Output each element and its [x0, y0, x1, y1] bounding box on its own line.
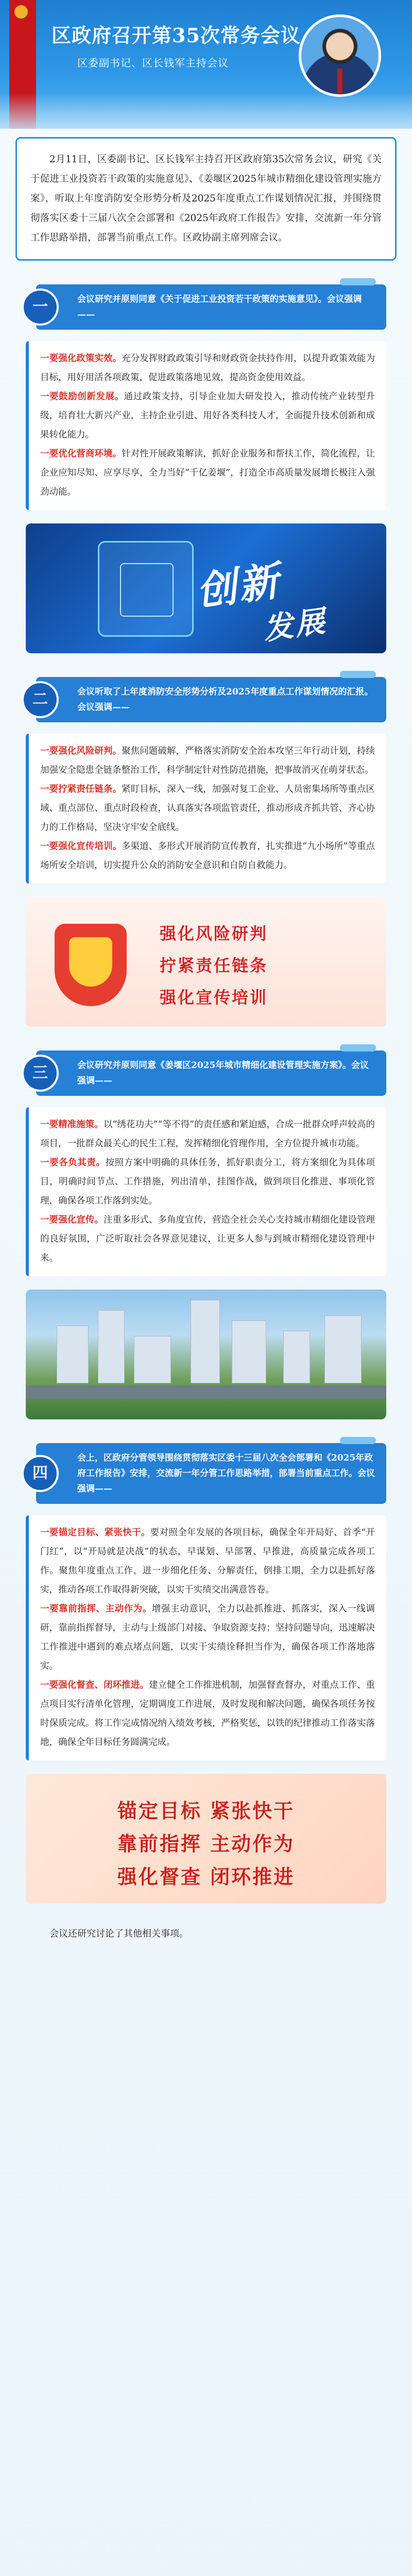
section-heading-1 [32, 284, 386, 330]
section-heading-2 [32, 677, 386, 722]
paragraph [40, 1211, 375, 1268]
city-photo-image [26, 1290, 386, 1419]
paragraph [40, 1154, 375, 1211]
section-heading-text: 会议研究并原则同意《姜堰区2025年城市精细化建设管理实施方案》。会议强调—— [77, 1060, 369, 1086]
section-heading-3 [32, 1050, 386, 1096]
paragraph-text: 注重多形式、多角度宣传，营造全社会关心支持城市精细化建设管理的良好氛围，广泛听取社会各界意见建议，让更多人参与到城市精细化建设管理中来。 [40, 1215, 375, 1263]
road-decor [26, 1385, 386, 1399]
paragraph-text: 针对性开展政策解读，抓好企业服务和帮扶工作，简化流程，让企业应知尽知、应享尽享，全力当好“千亿姜堰”，打造全市高质量发展增长极注入强劲动能。 [40, 449, 375, 497]
heading-cap-decor [340, 671, 376, 678]
section-number: 二 [22, 681, 59, 718]
heading-cap-decor [340, 278, 376, 285]
banner-line: 强化宣传培训 [160, 988, 268, 1007]
paragraph [40, 1115, 375, 1154]
section-heading-4 [32, 1443, 386, 1504]
building-icon [283, 1331, 310, 1383]
paragraph-highlight: 一要各负其责。 [40, 1158, 106, 1168]
innovation-banner-image [26, 523, 386, 653]
paragraph [40, 742, 375, 780]
header-banner [0, 0, 412, 129]
paragraph-highlight: 一要拧紧责任链条。 [40, 784, 122, 794]
paragraph-highlight: 一要强化风险研判。 [40, 746, 122, 756]
paragraph [40, 1600, 375, 1676]
page-subtitle: 区委副书记、区长钱军主持会议 [77, 57, 229, 69]
paragraph [40, 1523, 375, 1600]
shield-icon [55, 924, 127, 1006]
heading-cap-decor [340, 1044, 376, 1052]
avatar [299, 14, 381, 97]
banner-lines [26, 1794, 386, 1893]
building-icon [98, 1310, 125, 1383]
banner-line: 拧紧责任链条 [160, 956, 268, 975]
heading-cap-decor [340, 1437, 376, 1444]
header-decor [0, 93, 412, 129]
paragraph-text: 充分发挥财政政策引导和财政资金扶持作用，以提升政策效能为目标，用好用活各项政策，促进政策落地见效，提高资金使用效益。 [40, 353, 375, 383]
banner-text: 创新 [193, 557, 284, 616]
building-icon [324, 1315, 362, 1383]
tie-icon [337, 69, 342, 93]
section-card-1 [26, 341, 386, 510]
paragraph [40, 387, 375, 445]
banner-line: 强化督查 闭环推进 [117, 1865, 295, 1888]
paragraph-text: 紧盯目标，深入一线，加强对复工企业、人员密集场所等重点区域、重点部位、重点时段检查，认真落实各项监管责任，推动形成齐抓共管、齐心协力的工作格局，坚决守牢安全底线。 [40, 784, 375, 833]
safety-banner-image [26, 897, 386, 1027]
paragraph-text: 聚焦问题破解，严格落实消防安全治本攻坚三年行动计划，持续加强安全隐患全链条整治工作，科学制定针对性防范措施，把事故消灭在萌芽状态。 [40, 746, 375, 775]
paragraph [40, 780, 375, 837]
paragraph-highlight: 一要强化政策实效。 [40, 353, 122, 364]
paragraph-text: 要对照全年发展的各项目标，确保全年开局好、首季“开门红”，以“开局就是决战”的状态，早谋划、早部署、早推进，高质量完成各项工作。聚焦年度重点工作，进一步细化任务、分解责任，倒排工期，全力以赴抓好落实，推动各项工作取得新突破，以实干实绩交出满意答卷。 [40, 1528, 375, 1595]
paragraph-highlight: 一要锚定目标、紧张快干。 [40, 1528, 150, 1538]
section-number: 四 [22, 1455, 59, 1492]
paragraph-highlight: 一要强化宣传。 [40, 1215, 104, 1225]
paragraph-text: 增强主动意识，全力以赴抓推进、抓落实，深入一线调研，靠前指挥督导，主动与上级部门对接、争取资源支持；坚持问题导向，迅速解决工作推进中遇到的难点堵点问题，以实干实绩诠释担当作为，确保各项工作落地落实。 [40, 1604, 375, 1671]
paragraph-highlight: 一要强化宣传培训。 [40, 841, 122, 852]
section-number: 一 [22, 289, 59, 326]
paragraph-highlight: 一要强化督查、闭环推进。 [40, 1680, 149, 1690]
building-icon [191, 1300, 220, 1383]
paragraph-highlight: 一要精准施策。 [40, 1120, 104, 1130]
slogan-banner-image [26, 1774, 386, 1904]
chip-icon [98, 541, 194, 637]
section-card-3 [26, 1107, 386, 1276]
page-title: 区政府召开第35次常务会议 [52, 24, 301, 47]
section-number: 三 [22, 1055, 59, 1092]
paragraph-highlight: 一要优化营商环境。 [40, 449, 122, 459]
paragraph-text: 按照方案中明确的具体任务，抓好职责分工，将方案细化为具体项目，明确时间节点、工作措施，列出清单，挂图作战，做到项目化推进、事项化管理，确保各项工作落到实处。 [40, 1158, 375, 1206]
paragraph [40, 1676, 375, 1752]
paragraph [40, 349, 375, 387]
paragraph-text: 多渠道、多形式开展消防宣传教育，扎实推进“九小场所”等重点场所安全培训，切实提升公众的消防安全意识和自防自救能力。 [40, 841, 375, 871]
section-heading-text: 会议听取了上年度消防安全形势分析及2025年度重点工作谋划情况的汇报。会议强调—— [77, 687, 373, 713]
section-card-4 [26, 1515, 386, 1760]
intro-paragraph: 2月11日，区委副书记、区长钱军主持召开区政府第35次常务会议，研究《关于促进工业投资若干政策的实施意见》、《姜堰区2025年城市精细化建设管理实施方案》，听取上年度消防安全形势分析及2025年度重点工作谋划情况汇报，并围绕贯彻落实区委十三届八次全会部署和《2025年政府工作报告》安排，交流新一年分管工作思路举措，部署当前重点工作。区政协副主席列席会议。 [15, 137, 397, 261]
section-heading-text: 会上，区政府分管领导围绕贯彻落实区委十三届八次全会部署和《2025年政府工作报告》安排，交流新一年分管工作思路举措，部署当前重点工作。会议强调—— [77, 1453, 375, 1494]
banner-line: 强化风险研判 [160, 924, 268, 943]
section-card-2 [26, 734, 386, 884]
paragraph-text: 以“绣花功夫”“等不得”的责任感和紧迫感，合成一批群众呼声较高的项目，一批群众最关心的民生工程，发挥精细化管理作用，全方位提升城市功能。 [40, 1120, 375, 1149]
paragraph [40, 837, 375, 875]
paragraph-text: 建立健全工作推进机制，加强督查督办，对重点工作、重点项目实行清单化管理，定期调度工作进展，及时发现和解决问题，确保各项任务按时保质完成。将工作完成情况纳入绩效考核，严格奖惩，以铁的纪律推动工作落实落地，确保全年目标任务圆满完成。 [40, 1680, 375, 1748]
paragraph-highlight: 一要鼓励创新发展。 [40, 392, 124, 402]
closing-paragraph: 会议还研究讨论了其他相关事项。 [49, 1928, 188, 1939]
building-icon [232, 1320, 266, 1383]
banner-line: 靠前指挥 主动作为 [117, 1832, 295, 1855]
banner-lines [160, 918, 268, 1013]
section-heading-text: 会议研究并原则同意《关于促进工业投资若干政策的实施意见》。会议强调—— [77, 294, 362, 320]
building-icon [134, 1336, 171, 1383]
building-icon [57, 1326, 89, 1383]
paragraph-highlight: 一要靠前指挥、主动作为。 [40, 1604, 152, 1614]
paragraph-text: 通过政策支持，引导企业加大研发投入，推动传统产业转型升级，培育壮大新兴产业，主持企业引进、用好各类科技人才，全面提升技术创新和成果转化能力。 [40, 392, 375, 440]
banner-text: 发展 [261, 603, 329, 647]
paragraph [40, 445, 375, 502]
banner-line: 锚定目标 紧张快干 [117, 1799, 295, 1822]
